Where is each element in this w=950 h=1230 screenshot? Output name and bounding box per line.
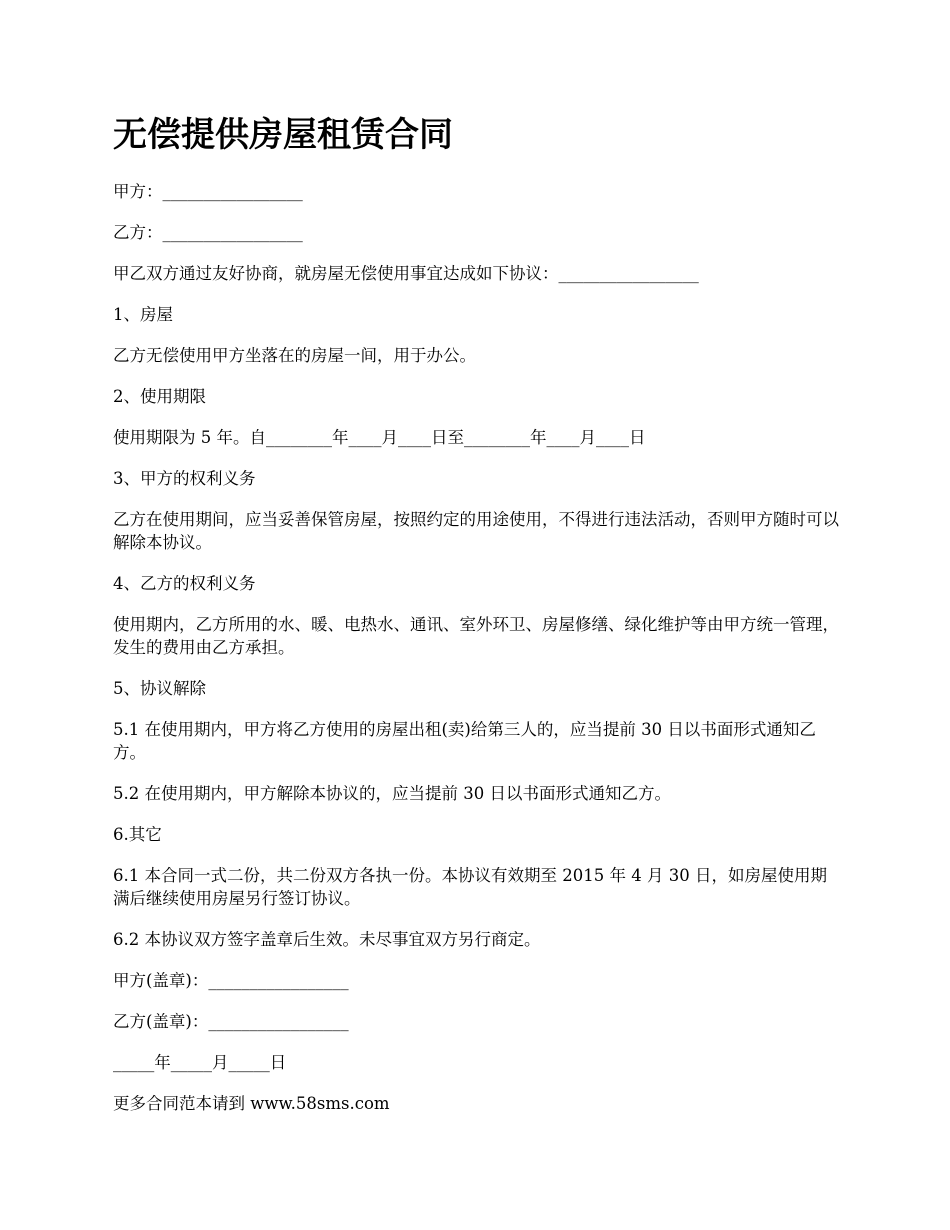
party-a-line: 甲方：_________________ [113,182,303,201]
section-heading-3: 3、甲方的权利义务 [113,469,256,488]
clause-6-2: 6.2 本协议双方签字盖章后生效。未尽事宜双方另行商定。 [113,930,541,949]
clause-5-2: 5.2 在使用期内，甲方解除本协议的，应当提前 30 日以书面形式通知乙方。 [113,784,671,803]
section-body-4: 使用期内，乙方所用的水、暖、电热水、通讯、室外环卫、房屋修缮、绿化维护等由甲方统一管理，发生的费用由乙方承担。 [113,615,839,657]
clause-5-1: 5.1 在使用期内，甲方将乙方使用的房屋出租(卖)给第三人的，应当提前 30 日以书面形式通知乙方。 [113,720,816,762]
section-heading-6: 6.其它 [113,825,162,844]
section-body-3: 乙方在使用期间，应当妥善保管房屋，按照约定的用途使用，不得进行违法活动，否则甲方随时可以解除本协议。 [113,510,839,552]
section-body-2: 使用期限为 5 年。自________年____月____日至________年____月____日 [113,428,646,447]
party-a-seal-line: 甲方(盖章)：_________________ [113,971,349,990]
party-b-line: 乙方：_________________ [113,223,303,242]
party-b-seal-line: 乙方(盖章)：_________________ [113,1012,349,1031]
document-page [113,112,843,1133]
section-heading-4: 4、乙方的权利义务 [113,574,256,593]
section-heading-5: 5、协议解除 [113,679,206,698]
clause-6-1: 6.1 本合同一式二份，共二份双方各执一份。本协议有效期至 2015 年 4 月 30 日，如房屋使用期满后继续使用房屋另行签订协议。 [113,866,827,908]
agreement-intro: 甲乙双方通过友好协商，就房屋无偿使用事宜达成如下协议：_________________ [113,264,699,283]
date-line: _____年_____月_____日 [113,1053,287,1072]
section-body-1: 乙方无偿使用甲方坐落在的房屋一间，用于办公。 [113,346,476,365]
section-heading-1: 1、房屋 [113,305,173,324]
document-title: 无偿提供房屋租赁合同 [113,115,453,155]
footer-note: 更多合同范本请到 www.58sms.com [113,1094,390,1113]
section-heading-2: 2、使用期限 [113,387,206,406]
